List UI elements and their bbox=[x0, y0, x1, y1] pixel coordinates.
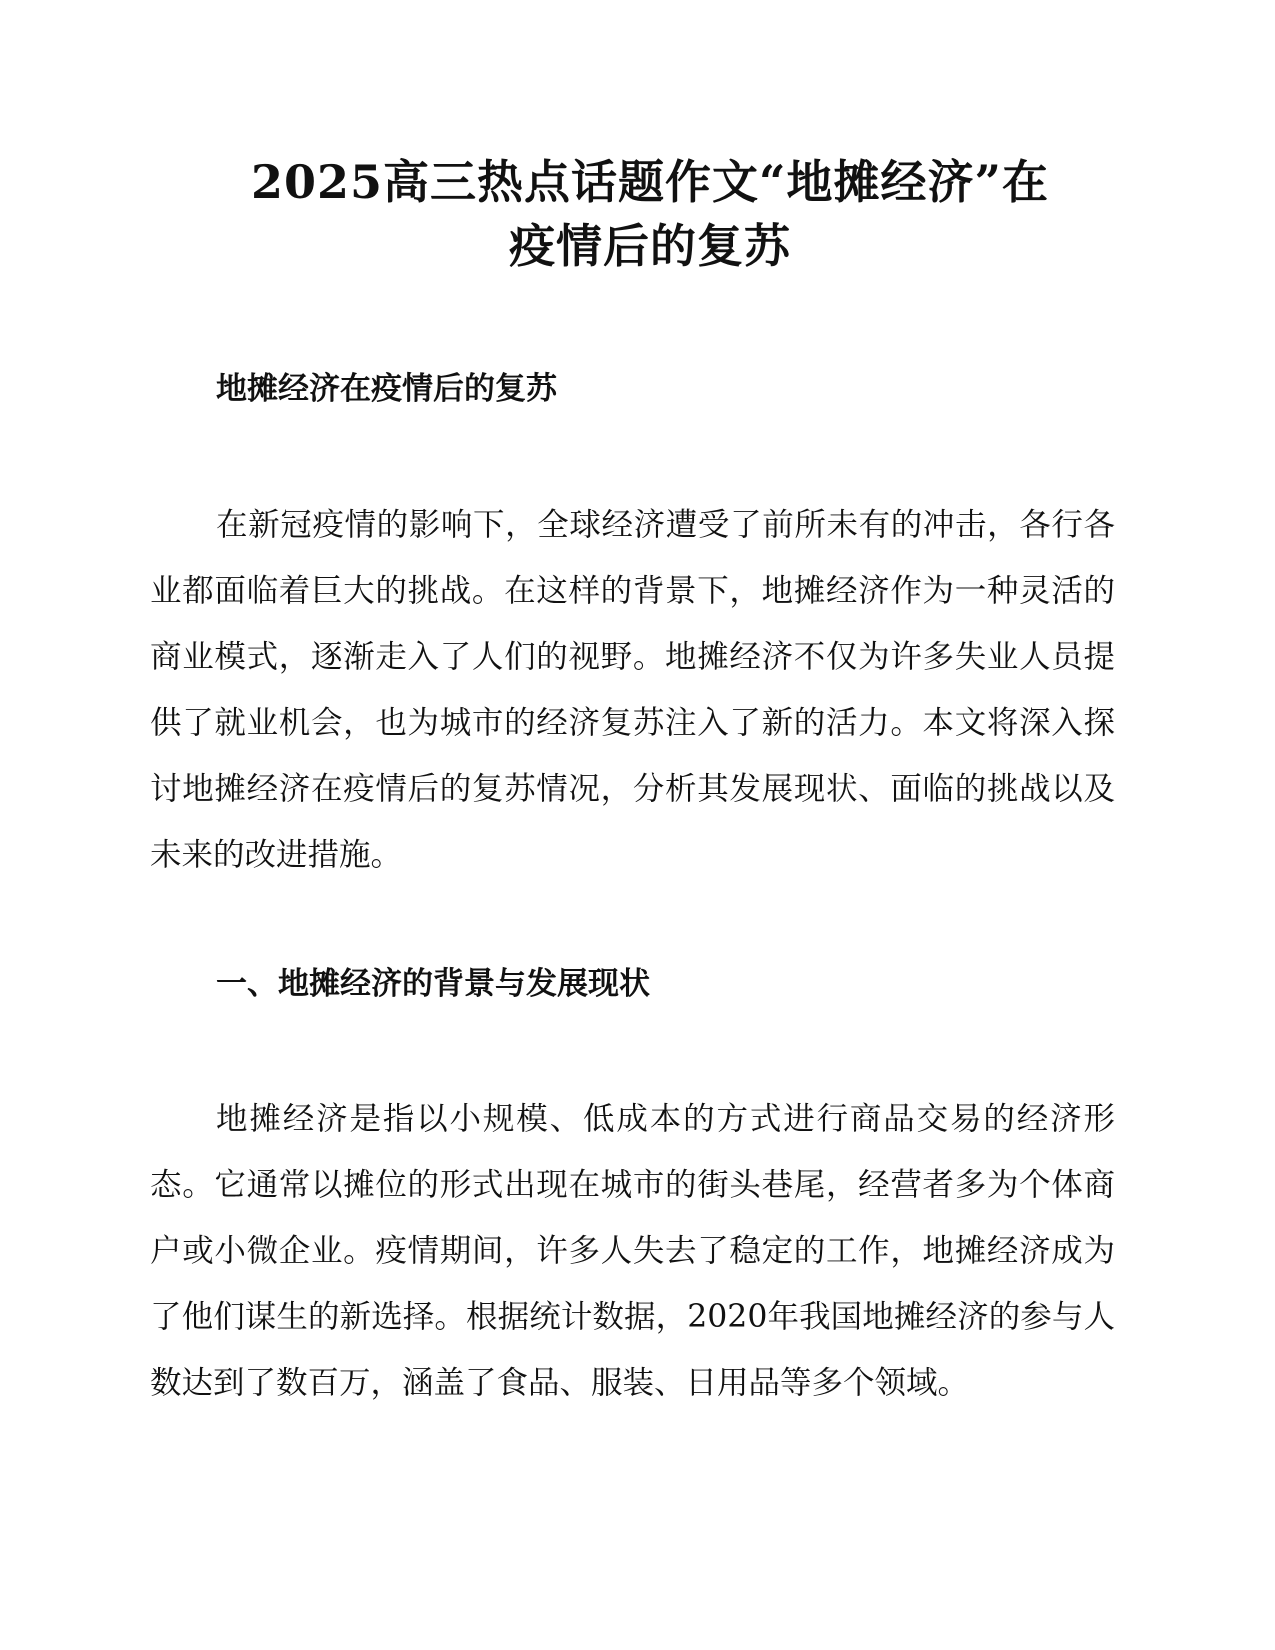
document-title: 2025高三热点话题作文“地摊经济”在疫情后的复苏 bbox=[251, 155, 1049, 273]
intro-paragraph: 在新冠疫情的影响下，全球经济遭受了前所未有的冲击，各行各业都面临着巨大的挑战。在这样的背景下，地摊经济作为一种灵活的商业模式，逐渐走入了人们的视野。地摊经济不仅为许多失业人员提供了就业机会，也为城市的经济复苏注入了新的活力。本文将深入探讨地摊经济在疫情后的复苏情况，分析其发展现状、面临的挑战以及未来的改进措施。 bbox=[150, 507, 1115, 873]
section-1-heading: 一、地摊经济的背景与发展现状 bbox=[216, 966, 650, 1002]
section-1-paragraph: 地摊经济是指以小规模、低成本的方式进行商品交易的经济形态。它通常以摊位的形式出现在城市的街头巷尾，经营者多为个体商户或小微企业。疫情期间，许多人失去了稳定的工作，地摊经济成为了他们谋生的新选择。根据统计数据，2020年我国地摊经济的参与人数达到了数百万，涵盖了食品、服装、日用品等多个领域。 bbox=[150, 1101, 1115, 1401]
article-heading: 地摊经济在疫情后的复苏 bbox=[216, 371, 557, 407]
